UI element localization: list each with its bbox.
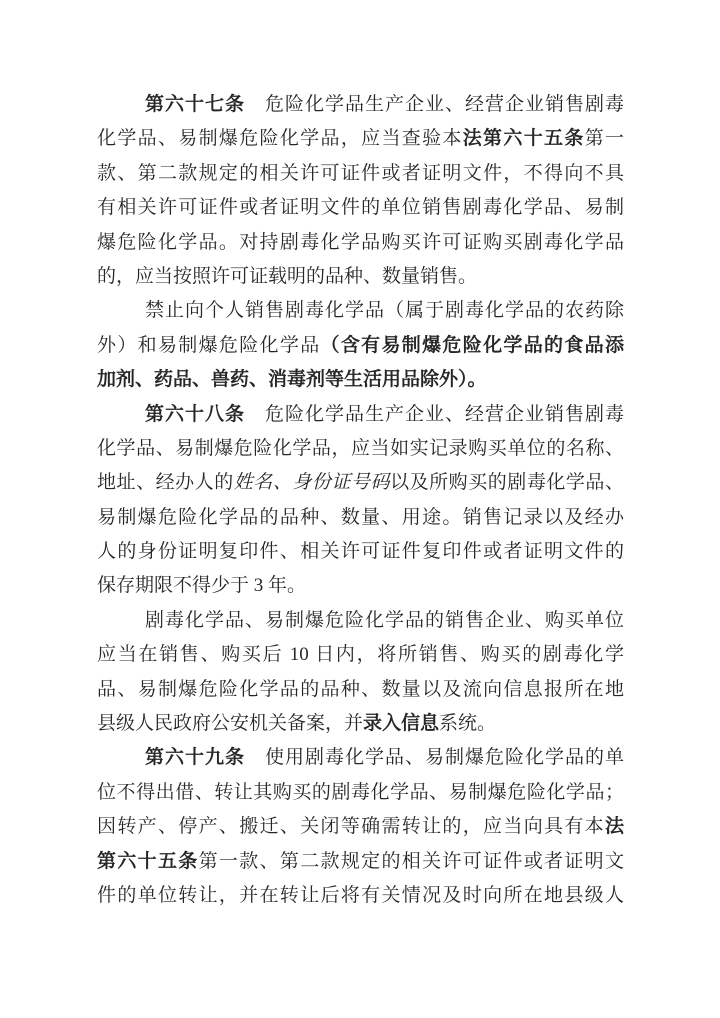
text-run-regular: 以及所购买的剧毒化学品、 [390,472,624,494]
text-run-regular: 保存期限不得少于 3 年。 [97,575,307,597]
text-line [97,88,624,122]
text-run-bold: 录入信息 [363,713,440,735]
text-run-regular: 地址、经办人的 [97,472,234,494]
text-line [97,432,624,466]
text-line [97,569,624,603]
text-run-regular: 化学品、易制爆危险化学品，应当查验本 [97,128,463,150]
text-line [97,501,624,535]
text-run-regular: 危险化学品生产企业、经营企业销售剧毒 [265,94,624,115]
text-line [97,260,624,294]
text-line [97,363,624,397]
text-run-bold: 加剂、药品、兽药、消毒剂等生活用品除外）。 [97,369,487,391]
text-run-regular: 件的单位转让，并在转让后将有关情况及时向所在地县级人 [97,884,624,906]
text-line [97,776,624,810]
text-line [97,810,624,844]
text-line [97,466,624,500]
text-line [97,845,624,879]
text-line [97,741,624,775]
text-run-regular: 使用剧毒化学品、易制爆危险化学品的单 [265,747,624,769]
text-run-regular: 位不得出借、转让其购买的剧毒化学品、易制爆危险化学品； [97,781,624,803]
text-run-regular: 第一款、第二款规定的相关许可证件或者证明文 [198,850,624,872]
text-run-regular: 款、第二款规定的相关许可证件或者证明文件，不得向不具 [97,162,624,184]
text-run-bold: 法第六十五条 [462,128,585,150]
text-line [97,535,624,569]
text-run-regular: 因转产、停产、搬迁、关闭等确需转让的，应当向具有本 [97,816,605,838]
text-run-regular: 危险化学品生产企业、经营企业销售剧毒 [265,403,624,425]
text-run-regular: 人的身份证明复印件、相关许可证件复印件或者证明文件的 [97,541,624,563]
text-run-italic: 姓名、身份证号码 [233,472,391,494]
text-run-regular: 易制爆危险化学品的品种、数量、用途。销售记录以及经办 [97,506,624,528]
text-run-regular: 外）和易制爆危险化学品 [97,334,321,356]
text-line [97,673,624,707]
text-line [97,707,624,741]
text-line [97,122,624,156]
text-run-bold: 第六十九条 [145,747,265,769]
text-run-regular: 系统。 [439,713,497,735]
text-line [97,638,624,672]
text-run-bold: 第六十五条 [97,850,199,872]
text-run-regular: 禁止向个人销售剧毒化学品（属于剧毒化学品的农药除 [145,300,624,322]
text-run-regular: 的，应当按照许可证载明的品种、数量销售。 [97,265,478,287]
text-line [97,191,624,225]
text-run-bold: 法 [604,816,624,838]
text-line [97,329,624,363]
text-line [97,398,624,432]
text-run-bold: 第六十七条 [145,94,265,115]
text-run-regular: 应当在销售、购买后 10 日内，将所销售、购买的剧毒化学 [97,644,624,666]
text-run-bold: 第六十八条 [145,403,265,425]
text-block [97,88,624,913]
text-line [97,294,624,328]
text-run-bold: （含有易制爆危险化学品的食品添 [320,334,624,356]
text-line [97,604,624,638]
text-run-regular: 第一 [584,128,624,150]
text-run-regular: 有相关许可证件或者证明文件的单位销售剧毒化学品、易制 [97,197,624,219]
text-run-regular: 化学品、易制爆危险化学品，应当如实记录购买单位的名称、 [97,437,624,459]
text-run-regular: 品、易制爆危险化学品的品种、数量以及流向信息报所在地 [97,678,624,700]
text-line [97,879,624,913]
text-line [97,157,624,191]
text-run-regular: 剧毒化学品、易制爆危险化学品的销售企业、购买单位 [145,609,624,631]
text-run-regular: 县级人民政府公安机关备案，并 [97,713,364,735]
text-line [97,226,624,260]
text-run-regular: 爆危险化学品。对持剧毒化学品购买许可证购买剧毒化学品 [97,231,624,253]
